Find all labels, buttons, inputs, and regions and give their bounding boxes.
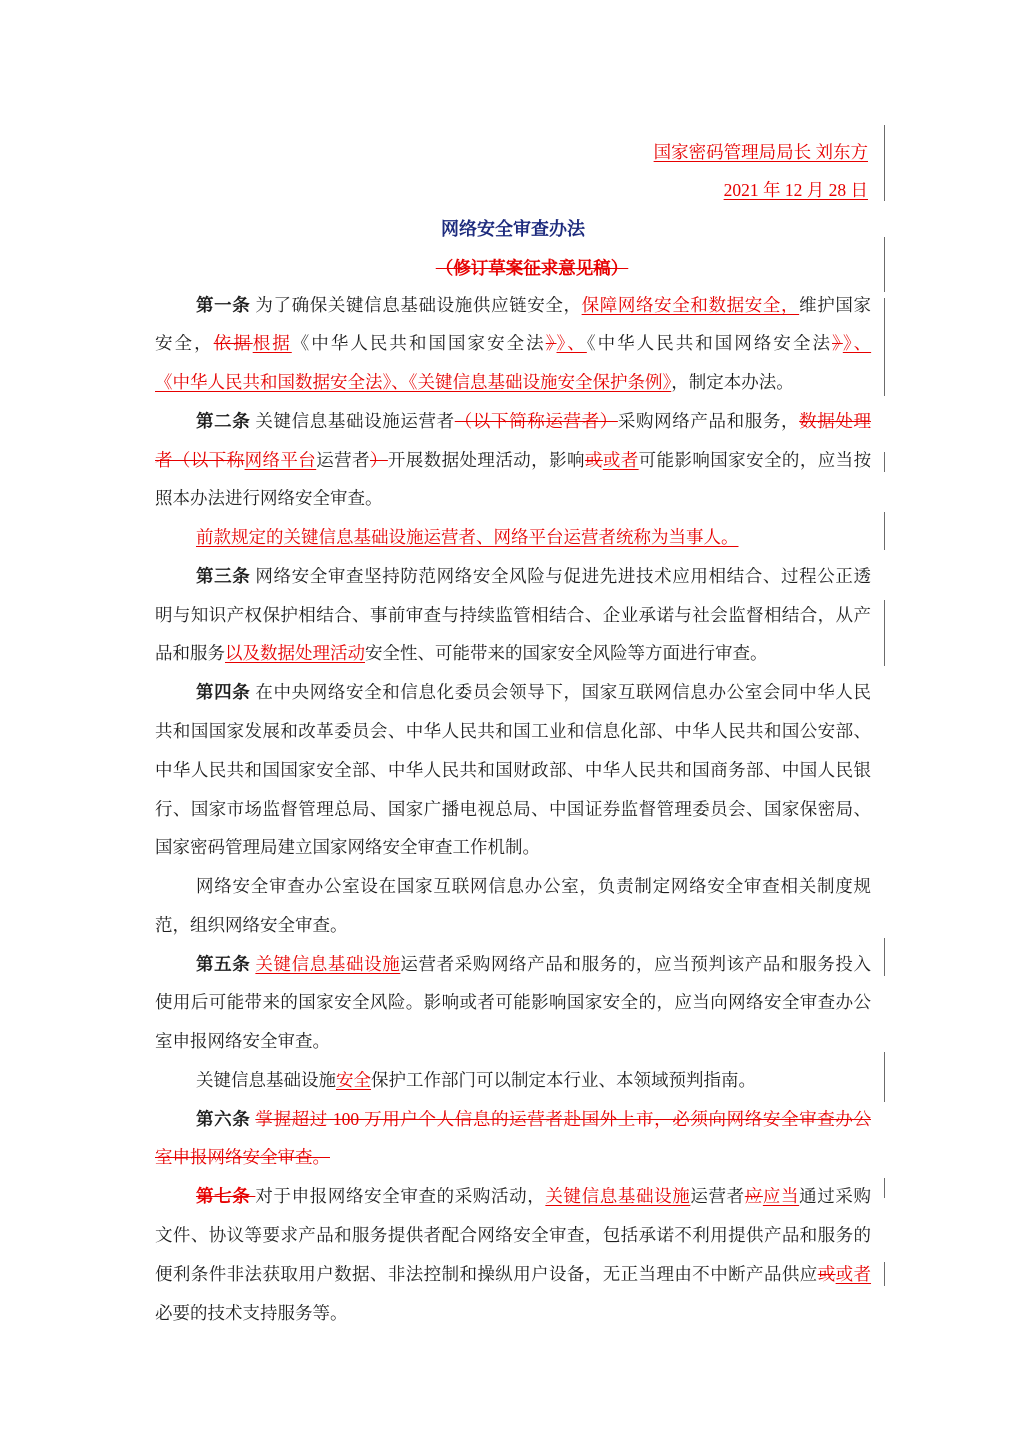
inserted-text: 关键信息基础设施 bbox=[545, 1186, 691, 1207]
text-line bbox=[155, 518, 871, 557]
text-line bbox=[155, 712, 871, 751]
inserted-text: 根据 bbox=[252, 333, 292, 354]
article-number: 第六条 bbox=[196, 1108, 251, 1129]
article-paragraph bbox=[155, 1177, 871, 1332]
text-line bbox=[155, 596, 871, 635]
body-text-run: 《中华人民共和国国家安全法 bbox=[291, 333, 546, 354]
text-line bbox=[155, 1138, 871, 1177]
change-bar bbox=[884, 1262, 885, 1286]
body-text-run: 行、国家市场监督管理总局、国家广播电视总局、中国证券监督管理委员会、国家保密局、 bbox=[155, 798, 871, 819]
article-paragraph bbox=[155, 1061, 871, 1100]
text-line bbox=[155, 867, 871, 906]
text-line bbox=[155, 983, 871, 1022]
body-text-run: 《中华人民共和国网络安全法 bbox=[586, 333, 833, 354]
article-paragraph bbox=[155, 286, 871, 402]
body-text-run: 通过采购 bbox=[799, 1186, 871, 1207]
body-text-run: 开展数据处理活动，影响 bbox=[387, 449, 585, 470]
change-bar bbox=[884, 1052, 885, 1102]
inserted-text: 或者 bbox=[835, 1263, 872, 1284]
body-text-run: 中华人民共和国国家安全部、中华人民共和国财政部、中华人民共和国商务部、中国人民银 bbox=[155, 759, 871, 780]
body-text-run: 品和服务 bbox=[155, 643, 225, 664]
article-paragraph bbox=[155, 945, 871, 1061]
body-text-run: ，制定本办法。 bbox=[671, 372, 794, 393]
text-line bbox=[155, 1294, 871, 1333]
deleted-text: 》 bbox=[832, 333, 843, 354]
inserted-text: 保障网络安全和数据安全， bbox=[581, 294, 800, 315]
body-text-run: 维护国家 bbox=[799, 294, 871, 315]
document-subtitle: （修订草案征求意见稿） bbox=[435, 257, 629, 278]
text-line bbox=[155, 673, 871, 712]
change-bar bbox=[884, 452, 885, 472]
inserted-text: 》、 bbox=[842, 333, 872, 354]
deleted-text: （以下简称运营者） bbox=[454, 410, 618, 431]
deleted-text: 者（以下称 bbox=[155, 449, 245, 470]
inserted-text: 以及数据处理活动 bbox=[225, 643, 365, 664]
body-text-run: 使用后可能带来的国家安全风险。影响或者可能影响国家安全的，应当向网络安全审查办公 bbox=[155, 992, 871, 1013]
body-text-run: 运营者 bbox=[690, 1186, 745, 1207]
signature-text: 国家密码管理局局长 刘东方 bbox=[653, 141, 868, 162]
document-header bbox=[155, 133, 871, 288]
text-line bbox=[155, 790, 871, 829]
deleted-text: 》 bbox=[545, 333, 557, 354]
article-number: 第五条 bbox=[196, 953, 251, 974]
deleted-text: 或 bbox=[584, 449, 603, 470]
body-text-run: 明与知识产权保护相结合、事前审查与持续监管相结合、企业承诺与社会监督相结合，从产 bbox=[155, 604, 871, 625]
body-text-run: 便利条件非法获取用户数据、非法控制和操纵用户设备，无正当理由不中断产品供应 bbox=[155, 1263, 818, 1284]
text-line bbox=[155, 828, 871, 867]
inserted-text: 网络平台 bbox=[244, 449, 317, 470]
title-line bbox=[155, 210, 871, 249]
text-line bbox=[155, 1022, 871, 1061]
body-text-run: 关键信息基础设施 bbox=[196, 1069, 336, 1090]
body-text-run: 国家密码管理局建立国家网络安全审查工作机制。 bbox=[155, 837, 540, 858]
text-line bbox=[155, 751, 871, 790]
article-number: 第二条 bbox=[196, 410, 251, 431]
signature-line bbox=[155, 133, 871, 172]
deleted-article-number: 第七条 bbox=[196, 1186, 256, 1207]
body-text-run: 对于申报网络安全审查的采购活动， bbox=[255, 1186, 546, 1207]
article-paragraph bbox=[155, 557, 871, 673]
body-text-run: 保护工作部门可以制定本行业、本领域预判指南。 bbox=[371, 1069, 756, 1090]
inserted-text: 安全 bbox=[336, 1069, 371, 1090]
body-text-run: 运营者 bbox=[316, 449, 370, 470]
inserted-text: 应当 bbox=[762, 1186, 800, 1207]
deleted-text: 应 bbox=[744, 1186, 763, 1207]
body-text-run: 照本办法进行网络安全审查。 bbox=[155, 488, 383, 509]
deleted-text: 掌握超过 100 万用户个人信息的运营者赴国外上市，必须向网络安全审查办公 bbox=[255, 1108, 871, 1129]
change-bar bbox=[884, 237, 885, 292]
text-line bbox=[155, 906, 871, 945]
body-text-run: 在中央网络安全和信息化委员会领导下，国家互联网信息办公室会同中华人民 bbox=[250, 682, 871, 703]
body-text-run: 共和国国家发展和改革委员会、中华人民共和国工业和信息化部、中华人民共和国公安部、 bbox=[155, 721, 871, 742]
inserted-text: 《中华人民共和国数据安全法》、《关键信息基础设施安全保护条例》 bbox=[155, 372, 672, 393]
body-text-run: 网络安全审查坚持防范网络安全风险与促进先进技术应用相结合、过程公正透 bbox=[250, 565, 871, 586]
body-text-run: 必要的技术支持服务等。 bbox=[155, 1302, 348, 1323]
article-number: 第一条 bbox=[196, 294, 251, 315]
body-text-run: 室申报网络安全审查。 bbox=[155, 1031, 330, 1052]
change-bar bbox=[884, 938, 885, 976]
text-line bbox=[155, 479, 871, 518]
article-paragraph bbox=[155, 1100, 871, 1178]
change-bar bbox=[884, 600, 885, 666]
text-line bbox=[155, 634, 871, 673]
text-line bbox=[155, 945, 871, 984]
article-number: 第四条 bbox=[196, 682, 251, 703]
article-paragraph bbox=[155, 867, 871, 945]
document-title: 网络安全审查办法 bbox=[441, 219, 585, 240]
deleted-text: 室申报网络安全审查。 bbox=[155, 1147, 330, 1168]
text-line bbox=[155, 363, 871, 402]
inserted-text: 或者 bbox=[602, 449, 639, 470]
date-text: 2021 年 12 月 28 日 bbox=[723, 180, 868, 201]
text-line bbox=[155, 1255, 871, 1294]
inserted-text: 前款规定的关键信息基础设施运营者、网络平台运营者统称为当事人。 bbox=[196, 527, 739, 548]
body-text-run: 网络安全审查办公室设在国家互联网信息办公室，负责制定网络安全审查相关制度规 bbox=[196, 876, 871, 897]
change-bar bbox=[884, 512, 885, 550]
text-line bbox=[155, 324, 871, 363]
body-text-run: 可能影响国家安全的，应当按 bbox=[638, 449, 872, 470]
article-paragraph bbox=[155, 673, 871, 867]
deleted-text: ） bbox=[369, 449, 388, 470]
article-paragraph bbox=[155, 518, 871, 557]
change-bar bbox=[884, 125, 885, 201]
inserted-text: 关键信息基础设施 bbox=[255, 953, 401, 974]
article-number: 第三条 bbox=[196, 565, 251, 586]
text-line bbox=[155, 286, 871, 325]
text-line bbox=[155, 1216, 871, 1255]
deleted-text: 依据 bbox=[213, 333, 253, 354]
body-text-run: 范，组织网络安全审查。 bbox=[155, 914, 348, 935]
text-line bbox=[155, 441, 871, 480]
deleted-text: 或 bbox=[817, 1263, 836, 1284]
text-line bbox=[155, 557, 871, 596]
deleted-text: 数据处理 bbox=[799, 410, 871, 431]
text-line bbox=[155, 1177, 871, 1216]
body-text-run: 文件、协议等要求产品和服务提供者配合网络安全审查，包括承诺不利用提供产品和服务的 bbox=[155, 1224, 871, 1245]
subtitle-line bbox=[155, 249, 871, 288]
body-text bbox=[155, 286, 871, 1333]
body-text-run: 关键信息基础设施运营者 bbox=[250, 410, 455, 431]
body-text-run: 为了确保关键信息基础设施供应链安全， bbox=[250, 294, 582, 315]
article-paragraph bbox=[155, 402, 871, 518]
body-text-run: 安全性、可能带来的国家安全风险等方面进行审查。 bbox=[365, 643, 768, 664]
date-line bbox=[155, 171, 871, 210]
change-bar bbox=[884, 1178, 885, 1198]
change-bar bbox=[884, 298, 885, 396]
text-line bbox=[155, 1061, 871, 1100]
body-text-run: 运营者采购网络产品和服务的，应当预判该产品和服务投入 bbox=[400, 953, 871, 974]
body-text-run: 采购网络产品和服务， bbox=[617, 410, 800, 431]
body-text-run: 安全， bbox=[155, 333, 214, 354]
inserted-text: 》、 bbox=[556, 333, 587, 354]
text-line bbox=[155, 402, 871, 441]
text-line bbox=[155, 1100, 871, 1139]
